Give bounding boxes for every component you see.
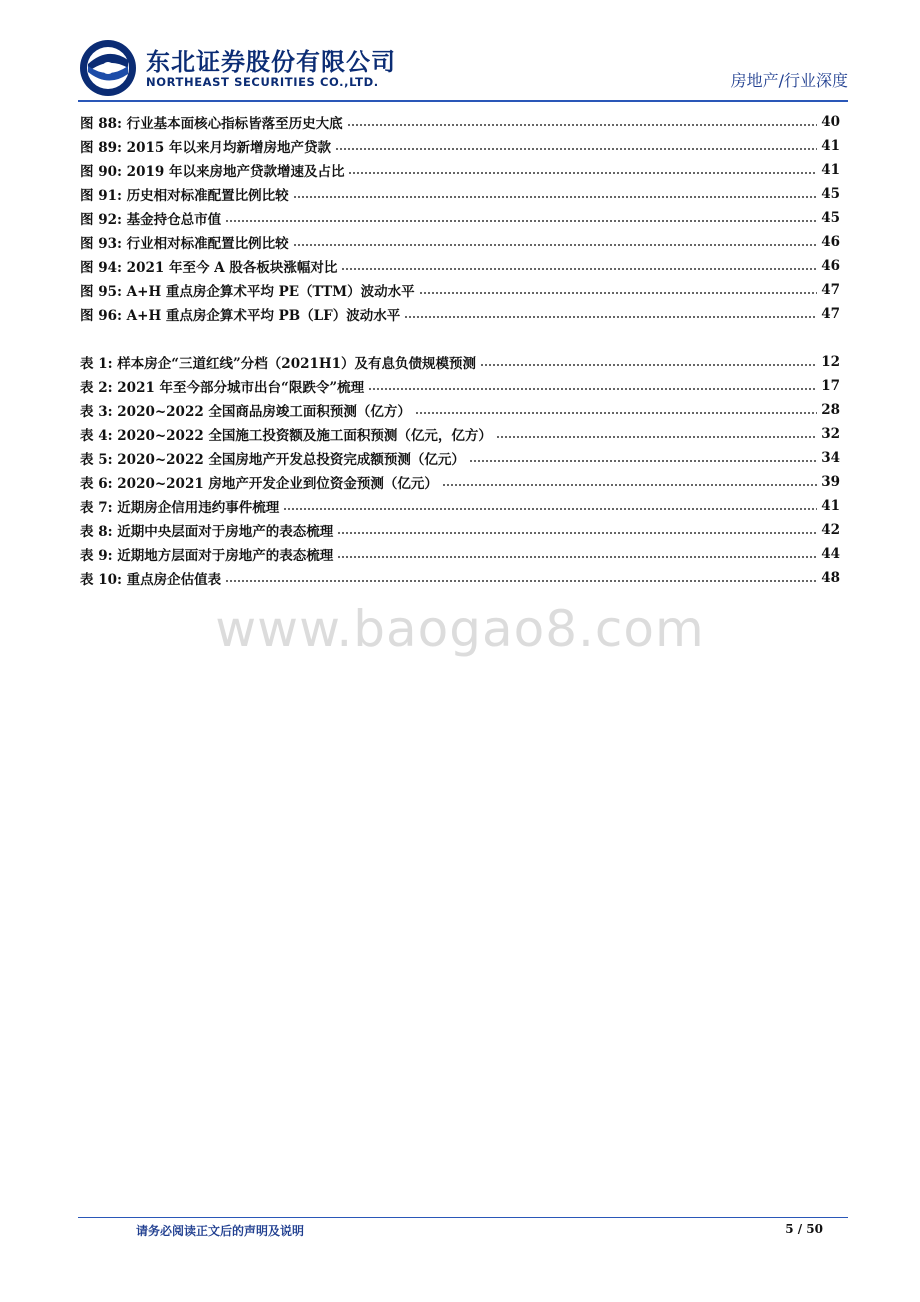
toc-entry[interactable] [80,398,840,422]
page-number: 5 / 50 [785,1222,823,1236]
toc-entry-page: 40 [821,114,840,130]
northeast-securities-logo-icon [78,38,138,98]
dot-leader [404,316,817,318]
toc-entry-page: 45 [821,186,840,202]
toc-entry[interactable] [80,158,840,182]
toc-entry-label: 图 95: A+H 重点房企算术平均 PE（TTM）波动水平 [80,284,415,300]
toc-entry[interactable] [80,518,840,542]
toc-entry[interactable] [80,230,840,254]
toc-entry-page: 28 [821,402,840,418]
toc-entry-page: 47 [821,306,840,322]
toc-entry[interactable] [80,134,840,158]
toc-entry-page: 45 [821,210,840,226]
toc-entry-label: 图 90: 2019 年以来房地产贷款增速及占比 [80,164,345,180]
toc-entry-page: 41 [821,498,840,514]
toc-entry-label: 表 4: 2020~2022 全国施工投资额及施工面积预测（亿元，亿方） [80,428,492,444]
toc-entry[interactable] [80,446,840,470]
toc-entry-label: 图 89: 2015 年以来月均新增房地产贷款 [80,140,331,156]
dot-leader [415,412,817,414]
toc-entry-label: 图 93: 行业相对标准配置比例比较 [80,236,289,252]
toc-entry-label: 图 92: 基金持仓总市值 [80,212,222,228]
toc-entry-page: 48 [821,570,840,586]
header-divider [78,100,848,102]
toc-entry[interactable] [80,470,840,494]
toc-entry-page: 34 [821,450,840,466]
company-name-cn: 东北证券股份有限公司 [146,48,396,76]
toc-entry-label: 表 8: 近期中央层面对于房地产的表态梳理 [80,524,334,540]
company-name-en: NORTHEAST SECURITIES CO.,LTD. [146,75,379,89]
toc-entry-page: 46 [821,234,840,250]
toc-entry[interactable] [80,206,840,230]
dot-leader [469,460,817,462]
toc-entry-label: 表 7: 近期房企信用违约事件梳理 [80,500,280,516]
toc-entry-label: 图 88: 行业基本面核心指标皆落至历史大底 [80,116,343,132]
toc-entry-page: 47 [821,282,840,298]
toc-entry[interactable] [80,422,840,446]
toc-entry-label: 表 5: 2020~2022 全国房地产开发总投资完成额预测（亿元） [80,452,465,468]
toc-entry[interactable] [80,110,840,134]
toc-entry-label: 图 91: 历史相对标准配置比例比较 [80,188,289,204]
toc-entry-label: 图 94: 2021 年至今 A 股各板块涨幅对比 [80,260,338,276]
dot-leader [293,196,818,198]
dot-leader [442,484,817,486]
toc-entry[interactable] [80,542,840,566]
dot-leader [337,532,817,534]
toc-entry-label: 表 3: 2020~2022 全国商品房竣工面积预测（亿方） [80,404,411,420]
dot-leader [337,556,817,558]
toc-entry[interactable] [80,374,840,398]
toc-entry-label: 表 2: 2021 年至今部分城市出台“限跌令”梳理 [80,380,365,396]
toc-entry-label: 图 96: A+H 重点房企算术平均 PB（LF）波动水平 [80,308,401,324]
toc-entry-page: 46 [821,258,840,274]
toc-entry[interactable] [80,278,840,302]
toc-entry-page: 32 [821,426,840,442]
toc-entry[interactable] [80,182,840,206]
toc-entry[interactable] [80,302,840,326]
report-section: 房地产/行业深度 [730,71,848,90]
dot-leader [496,436,817,438]
dot-leader [348,172,817,174]
dot-leader [368,388,817,390]
toc-entry-label: 表 9: 近期地方层面对于房地产的表态梳理 [80,548,334,564]
table-list [80,350,840,590]
toc-entry-page: 41 [821,162,840,178]
footer-disclaimer: 请务必阅读正文后的声明及说明 [136,1224,305,1238]
dot-leader [341,268,817,270]
toc-entry[interactable] [80,254,840,278]
dot-leader [293,244,818,246]
dot-leader [347,124,818,126]
dot-leader [480,364,817,366]
toc-entry-label: 表 10: 重点房企估值表 [80,572,222,588]
dot-leader [419,292,818,294]
toc-entry-page: 17 [821,378,840,394]
toc-entry-page: 42 [821,522,840,538]
dot-leader [283,508,817,510]
toc-entry-label: 表 1: 样本房企“三道红线”分档（2021H1）及有息负债规模预测 [80,356,477,372]
page-header [78,38,848,100]
dot-leader [225,220,817,222]
toc-entry-page: 12 [821,354,840,370]
dot-leader [225,580,817,582]
watermark: www.baogao8.com [215,600,705,658]
toc-entry[interactable] [80,494,840,518]
toc-entry[interactable] [80,350,840,374]
toc-entry[interactable] [80,566,840,590]
toc-entry-page: 39 [821,474,840,490]
dot-leader [335,148,817,150]
toc-entry-label: 表 6: 2020~2021 房地产开发企业到位资金预测（亿元） [80,476,438,492]
toc-entry-page: 44 [821,546,840,562]
figure-list [80,110,840,326]
footer-divider [78,1217,848,1218]
toc-entry-page: 41 [821,138,840,154]
